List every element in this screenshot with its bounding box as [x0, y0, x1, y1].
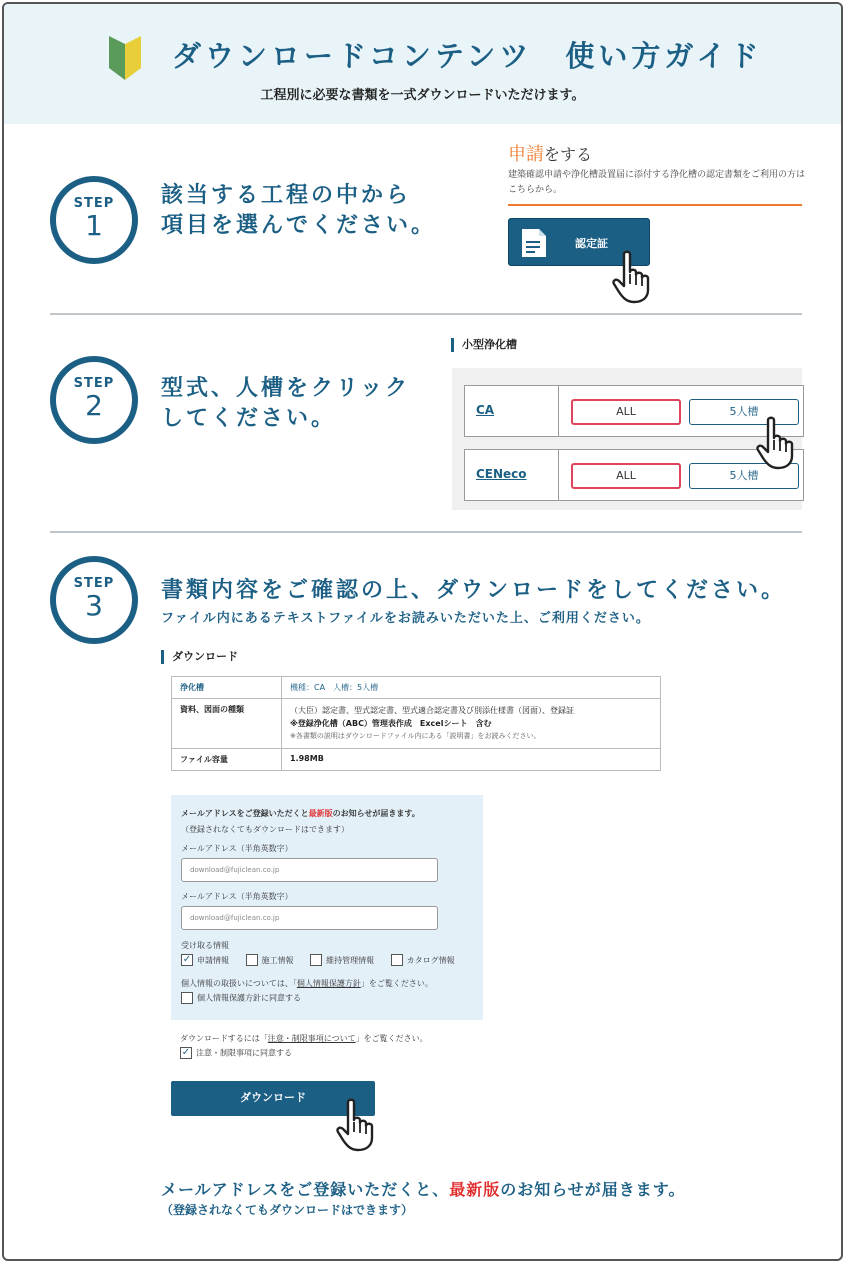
step-number: 3	[85, 589, 103, 622]
download-button[interactable]: ダウンロード	[171, 1081, 375, 1116]
receive-options	[181, 954, 455, 966]
privacy-policy-link[interactable]: 個人情報保護方針	[296, 979, 361, 988]
privacy-pre: 個人情報の取扱いについては、「	[181, 979, 297, 988]
step-2-line2: してください。	[161, 406, 337, 431]
terms-text	[180, 1033, 428, 1044]
option-label: カタログ情報	[406, 955, 455, 965]
step-divider	[50, 531, 802, 533]
table-row	[172, 699, 661, 749]
step-divider	[50, 313, 802, 315]
five-person-button[interactable]: 5人槽	[689, 463, 799, 489]
option-construction[interactable]	[246, 956, 294, 965]
option-catalog[interactable]	[391, 956, 455, 965]
doc-types-line2: ※登録浄化槽（ABC）管理表作成 Excelシート 含む	[290, 719, 492, 728]
step-1-badge	[50, 176, 138, 264]
privacy-text	[181, 978, 433, 989]
step-1-line2: 項目を選んでください。	[161, 213, 437, 238]
step-2-line1: 型式、人槽をクリック	[161, 376, 411, 401]
model-row	[464, 449, 804, 501]
terms-post: 」をご覧ください。	[355, 1034, 428, 1043]
step-3-text: 書類内容をご確認の上、ダウンロードをしてください。	[161, 578, 787, 603]
terms-pre: ダウンロードするには「	[180, 1034, 268, 1043]
step-3-badge	[50, 556, 138, 644]
small-septic-label: 小型浄化槽	[451, 338, 517, 352]
apply-heading	[508, 140, 592, 166]
pointer-hand-icon	[610, 250, 652, 304]
privacy-agree-label: 個人情報保護方針に同意する	[197, 993, 301, 1003]
terms-agree[interactable]	[180, 1047, 292, 1059]
step-label: STEP	[73, 576, 115, 591]
email-form	[171, 795, 483, 1020]
terms-link[interactable]: 注意・制限事項について	[267, 1034, 356, 1043]
step-number: 2	[85, 389, 103, 422]
download-section-label: ダウンロード	[161, 650, 238, 664]
apply-description: 建築確認申請や浄化槽設置届に添付する浄化槽の認定書類をご利用の方はこちらから。	[508, 170, 806, 195]
doc-types-line1: （大臣）認定書、型式認定書、型式適合認定書及び別添仕様書（図面）、登録証	[290, 706, 574, 715]
form-notice-highlight: 最新版	[308, 809, 333, 818]
step-2-text	[161, 374, 410, 434]
step-label: STEP	[73, 196, 115, 211]
email-input[interactable]: download@fujiclean.co.jp	[181, 858, 438, 882]
pointer-hand-icon	[334, 1098, 376, 1152]
checkbox-checked-icon[interactable]: ✓	[181, 1047, 191, 1058]
beginner-leaf-icon	[106, 34, 144, 82]
email-label: メールアドレス（半角英数字）	[181, 844, 293, 853]
checkbox-icon[interactable]	[246, 954, 258, 966]
certificate-button-label: 認定証	[575, 237, 608, 250]
step-1-line1: 該当する工程の中から	[161, 183, 412, 208]
apply-heading-rest: をする	[544, 145, 593, 164]
option-label: 維持管理情報	[326, 955, 375, 965]
footer-notice-post: のお知らせが届きます。	[500, 1180, 686, 1199]
model-link[interactable]: CA	[476, 403, 495, 417]
form-notice	[181, 808, 420, 819]
pointer-hand-icon	[754, 416, 796, 470]
all-button[interactable]: ALL	[571, 399, 681, 425]
document-icon	[521, 228, 547, 258]
table-key: ファイル容量	[172, 749, 282, 771]
five-person-button[interactable]: 5人槽	[689, 399, 799, 425]
model-row	[464, 385, 804, 437]
option-label: 施工情報	[261, 955, 294, 965]
email-confirm-input[interactable]: download@fujiclean.co.jp	[181, 906, 438, 930]
divider	[508, 204, 802, 206]
option-label: 申請情報	[197, 955, 229, 965]
step-1-screenshot	[498, 126, 814, 306]
footer-notice	[161, 1177, 685, 1200]
form-notice-post: のお知らせが届きます。	[332, 809, 420, 818]
email-confirm-label: メールアドレス（半角英数字）	[181, 892, 293, 901]
option-application[interactable]	[181, 956, 229, 965]
table-key: 資料、図面の種類	[172, 699, 282, 749]
guide-frame	[2, 2, 843, 1261]
model-name-cell	[465, 450, 559, 500]
table-row	[172, 749, 661, 771]
privacy-post: 」をご覧ください。	[360, 979, 433, 988]
terms-agree-label: 注意・制限事項に同意する	[196, 1048, 292, 1058]
privacy-agree[interactable]	[181, 992, 301, 1004]
step-2-badge	[50, 356, 138, 444]
checkbox-checked-icon[interactable]: ✓	[182, 954, 192, 965]
table-key: 浄化槽	[172, 677, 282, 699]
checkbox-icon[interactable]	[310, 954, 322, 966]
apply-heading-highlight: 申請	[508, 144, 544, 165]
receive-info-label: 受け取る情報	[181, 941, 229, 950]
footer-notice-highlight: 最新版	[449, 1180, 501, 1199]
step-3-subtext: ファイル内にあるテキストファイルをお読みいただいた上、ご利用ください。	[161, 611, 650, 626]
table-value	[282, 699, 661, 749]
option-maintenance[interactable]	[310, 956, 374, 965]
checkbox-icon[interactable]	[391, 954, 403, 966]
step-1-text	[161, 181, 436, 241]
page-subtitle: 工程別に必要な書類を一式ダウンロードいただけます。	[260, 88, 585, 103]
header	[4, 4, 841, 124]
model-name-cell	[465, 386, 559, 436]
doc-types-note: ※各書類の説明はダウンロードファイル内にある「説明書」をお読みください。	[290, 732, 541, 740]
form-notice-sub: （登録されなくてもダウンロードはできます）	[181, 825, 349, 834]
footer-notice-pre: メールアドレスをご登録いただくと、	[161, 1180, 450, 1199]
table-row	[172, 677, 661, 699]
table-value: 機種：CA 人槽：5人槽	[282, 677, 661, 699]
step-2-screenshot	[452, 368, 802, 510]
step-label: STEP	[73, 376, 115, 391]
checkbox-icon[interactable]	[181, 992, 193, 1004]
table-value: 1.98MB	[282, 749, 661, 771]
step-number: 1	[85, 209, 103, 242]
footer-subnotice: （登録されなくてもダウンロードはできます）	[161, 1203, 414, 1217]
document-info-table	[171, 676, 661, 771]
page-title: ダウンロードコンテンツ 使い方ガイド	[172, 39, 763, 73]
model-link[interactable]: CENeco	[476, 467, 527, 481]
form-notice-pre: メールアドレスをご登録いただくと	[181, 809, 309, 818]
all-button[interactable]: ALL	[571, 463, 681, 489]
